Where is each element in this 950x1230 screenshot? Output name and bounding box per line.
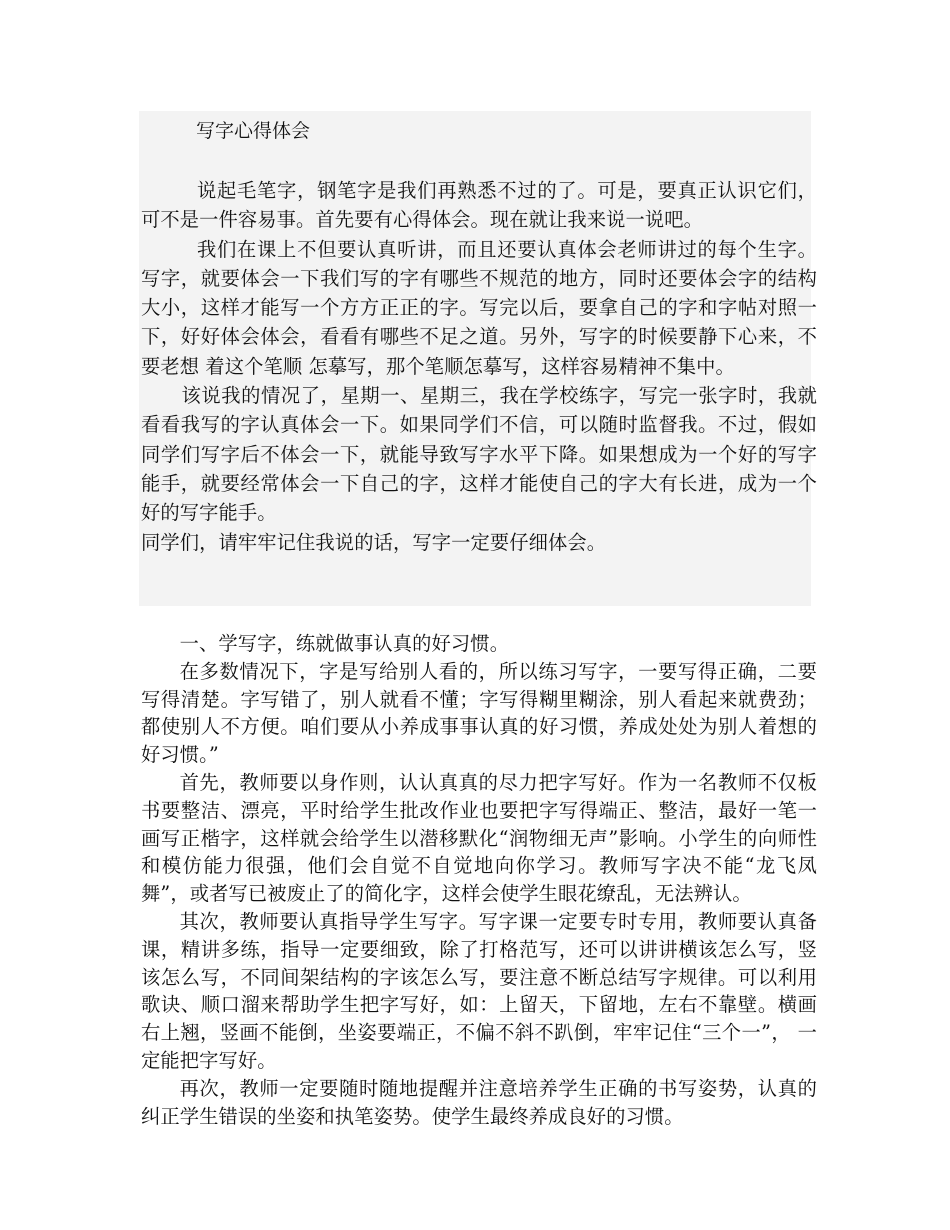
article-body	[141, 630, 817, 1130]
article-paragraph-1: 在多数情况下，字是写给别人看的，所以练习写字，一要写得正确，二要写得清楚。字写错了，别人就看不懂；字写得糊里糊涂，别人看起来就费劲；都使别人不方便。咱们要从小养成事事认真的好习惯，养成处处为别人着想的好习惯。”	[141, 659, 817, 767]
article-paragraph-3: 其次，教师要认真指导学生写字。写字课一定要专时专用，教师要认真备课，精讲多练，指导一定要细致，除了打格范写，还可以讲讲横该怎么写，竖该怎么写，不同间架结构的字该怎么写，要注意不断总结写字规律。可以利用歌诀、顺口溜来帮助学生把字写好，如：上留天，下留地，左右不靠壁。横画右上翘，竖画不能倒，坐姿要端正，不偏不斜不趴倒，牢牢记住“三个一”， 一定能把字写好。	[141, 909, 817, 1072]
essay-body	[141, 176, 817, 557]
essay-paragraph-1: 说起毛笔字，钢笔字是我们再熟悉不过的了。可是，要真正认识它们， 可不是一件容易事。首先要有心得体会。现在就让我来说一说吧。	[141, 179, 817, 232]
article-heading: 一、学写字，练就做事认真的好习惯。	[179, 632, 510, 655]
essay-closing-line: 同学们，请牢牢记住我说的话，写字一定要仔细体会。	[141, 530, 607, 554]
article-paragraph-2: 首先，教师要以身作则，认认真真的尽力把字写好。作为一名教师不仅板书要整洁、漂亮，平时给学生批改作业也要把字写得端正、整洁，最好一笔一画写正楷字，这样就会给学生以潜移默化“润物细无声”影响。小学生的向师性和模仿能力很强，他们会自觉不自觉地向你学习。教师写字决不能“龙飞凤舞”，或者写已被废止了的简化字，这样会使学生眼花缭乱，无法辨认。	[141, 770, 817, 906]
essay-paragraph-3: 该说我的情况了，星期一、星期三，我在学校练字，写完一张字时，我就看看我写的字认真体会一下。如果同学们不信，可以随时监督我。不过，假如同学们写字后不体会一下，就能导致写字水平下降。如果想成为一个好的写字能手，就要经常体会一下自己的字，这样才能使自己的字大有长进，成为一个好的写字能手。	[141, 384, 817, 525]
essay-title: 写字心得体会	[196, 120, 311, 142]
essay-paragraph-2: 我们在课上不但要认真听讲，而且还要认真体会老师讲过的每个生字。写字，就要体会一下我们写的字有哪些不规范的地方，同时还要体会字的结构大小，这样才能写一个方方正正的字。写完以后，要拿自己的字和字帖对照一下，好好体会体会，看看有哪些不足之道。另外，写字的时候要静下心来，不要老想 着这个笔顺 怎摹写，那个笔顺怎摹写，这样容易精神不集中。	[141, 237, 817, 378]
article-paragraph-4: 再次，教师一定要随时随地提醒并注意培养学生正确的书写姿势，认真的纠正学生错误的坐姿和执笔姿势。使学生最终养成良好的习惯。	[141, 1076, 817, 1128]
